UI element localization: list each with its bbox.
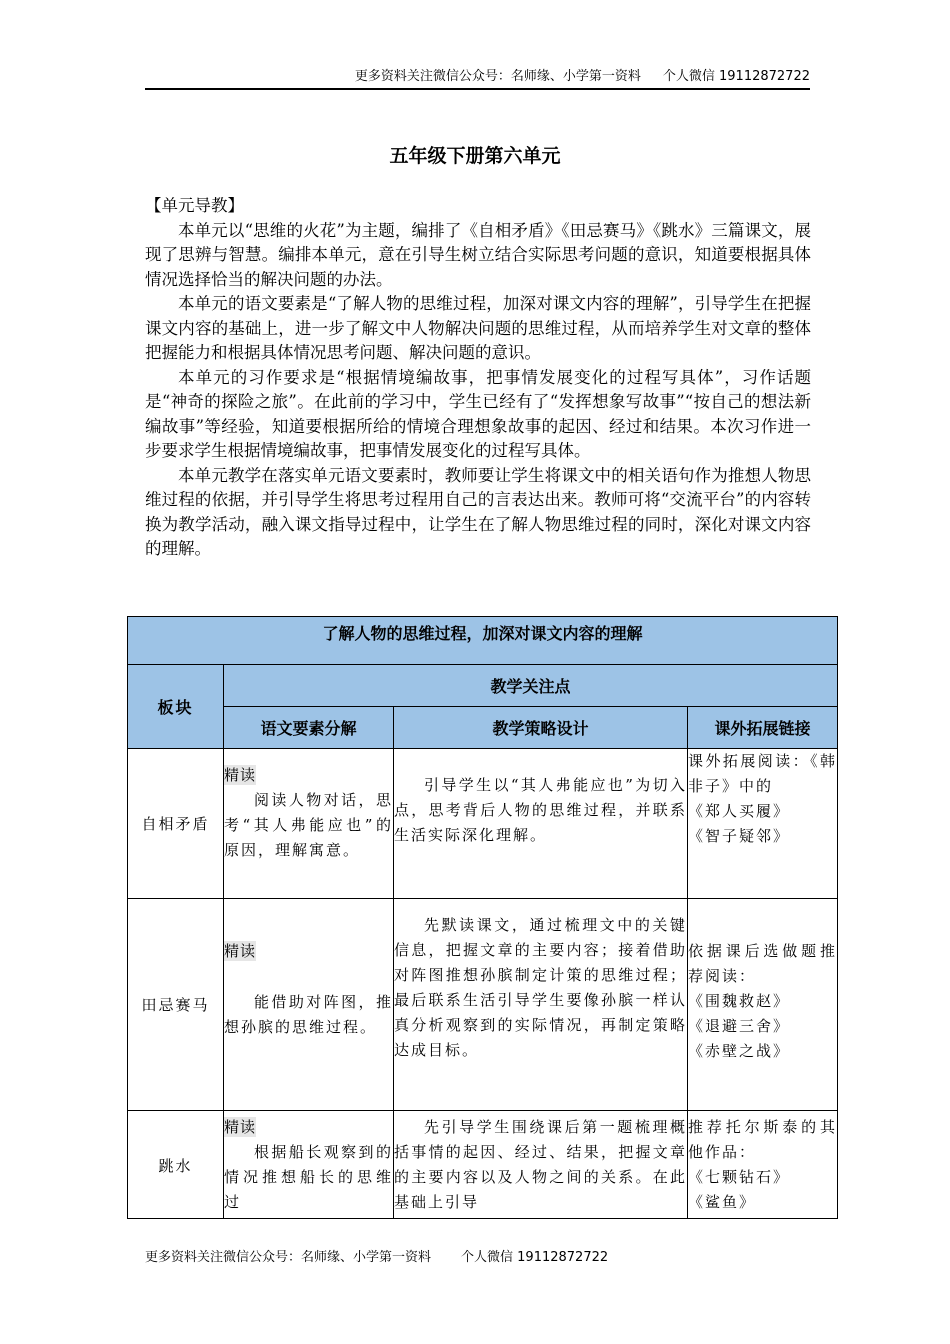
row-element [224, 1111, 394, 1219]
paragraph: 本单元以“思维的火花”为主题，编排了《自相矛盾》《田忌赛马》《跳水》三篇课文，展现了思辨与智慧。编排本单元，意在引导生树立结合实际思考问题的意识，知道要根据具体情况选择恰当的解决问题的办法。 [145, 220, 811, 289]
table-row [128, 1111, 838, 1219]
tag-label: 精读 [224, 1118, 257, 1136]
table-row [128, 899, 838, 1111]
row-strategy [394, 749, 688, 899]
col-strategy-header: 教学策略设计 [394, 707, 688, 749]
footer-wechat: 个人微信 19112872722 [461, 1250, 609, 1265]
table-title: 了解人物的思维过程，加深对课文内容的理解 [128, 617, 838, 665]
paragraph: 本单元教学在落实单元语文要素时，教师要让学生将课文中的相关语句作为推想人物思维过程的依据，并引导学生将思考过程用自己的言表达出来。教师可将“交流平台”的内容转换为教学活动，融入课文指导过程中，让学生在了解人物思维过程的同时，深化对课文内容的理解。 [145, 465, 811, 558]
row-extension [688, 749, 838, 899]
paragraph: 本单元的习作要求是“根据情境编故事，把事情发展变化的过程写具体”，习作话题是“神奇的探险之旅”。在此前的学习中，学生已经有了“发挥想象写故事”“按自己的想法新编故事”等经验，知道要根据所给的情境合理想象故事的起因、经过和结果。本次习作进一步要求学生根据情境编故事，把事情发展变化的过程写具体。 [145, 367, 811, 460]
col-extension-header: 课外拓展链接 [688, 707, 838, 749]
row-strategy [394, 1111, 688, 1219]
row-extension [688, 1111, 838, 1219]
extension-text: 推荐托尔斯泰的其他作品： [688, 1118, 838, 1161]
table-row [128, 749, 838, 899]
section-label: 【单元导教】 [145, 196, 244, 215]
col-element-header: 语文要素分解 [224, 707, 394, 749]
extension-title: 《围魏救赵》 [688, 992, 791, 1010]
page-header [145, 66, 810, 90]
footer-text: 更多资料关注微信公众号：名师缘、小学第一资料 [145, 1250, 432, 1265]
paragraph: 本单元的语文要素是“了解人物的思维过程，加深对课文内容的理解”，引导学生在把握课文内容的基础上，进一步了解文中人物解决问题的思维过程，从而培养学生对文章的整体把握能力和根据具体情况思考问题、解决问题的意识。 [145, 294, 811, 362]
strategy-text: 先默读课文，通过梳理文中的关键信息，把握文章的主要内容；接着借助对阵图推想孙膑制定计策的思维过程；最后联系生活引导学生要像孙膑一样认真分析观察到的实际情况，再制定策略达成目标。 [394, 916, 687, 1059]
unit-guide [145, 194, 811, 562]
extension-text: 依据课后选做题推荐阅读： [688, 942, 838, 985]
row-element [224, 749, 394, 899]
extension-title: 《退避三舍》 [688, 1017, 791, 1035]
extension-title: 《七颗钻石》 [688, 1168, 791, 1186]
row-extension [688, 899, 838, 1111]
teaching-table [127, 616, 838, 1219]
extension-title: 《鲨鱼》 [688, 1193, 757, 1211]
col-focus-header: 教学关注点 [224, 665, 838, 707]
row-strategy [394, 899, 688, 1111]
element-text: 阅读人物对话，思考“其人弗能应也”的原因，理解寓意。 [224, 791, 393, 859]
row-block: 跳水 [128, 1111, 224, 1219]
header-wechat: 个人微信 19112872722 [662, 69, 810, 84]
row-element [224, 899, 394, 1111]
page-title: 五年级下册第六单元 [389, 145, 561, 167]
row-block: 自相矛盾 [128, 749, 224, 899]
header-text: 更多资料关注微信公众号：名师缘、小学第一资料 [354, 69, 641, 84]
strategy-text: 先引导学生围绕课后第一题梳理概括事情的起因、经过、结果，把握文章的主要内容以及人物之间的关系。在此基础上引导 [394, 1118, 687, 1211]
tag-label: 精读 [224, 766, 257, 784]
element-text: 根据船长观察到的情况推想船长的思维过 [224, 1143, 393, 1211]
extension-title: 《郑人买履》 [688, 802, 791, 820]
col-block-header: 板块 [128, 665, 224, 749]
strategy-text: 引导学生以“其人弗能应也”为切入点，思考背后人物的思维过程，并联系生活实际深化理解。 [394, 776, 687, 844]
extension-text: 课外拓展阅读：《韩非子》中的 [688, 752, 838, 795]
page-footer [145, 1246, 845, 1265]
element-text: 能借助对阵图，推想孙膑的思维过程。 [224, 993, 393, 1036]
row-block: 田忌赛马 [128, 899, 224, 1111]
extension-title: 《智子疑邻》 [688, 827, 791, 845]
tag-label: 精读 [224, 942, 257, 960]
extension-title: 《赤壁之战》 [688, 1042, 791, 1060]
